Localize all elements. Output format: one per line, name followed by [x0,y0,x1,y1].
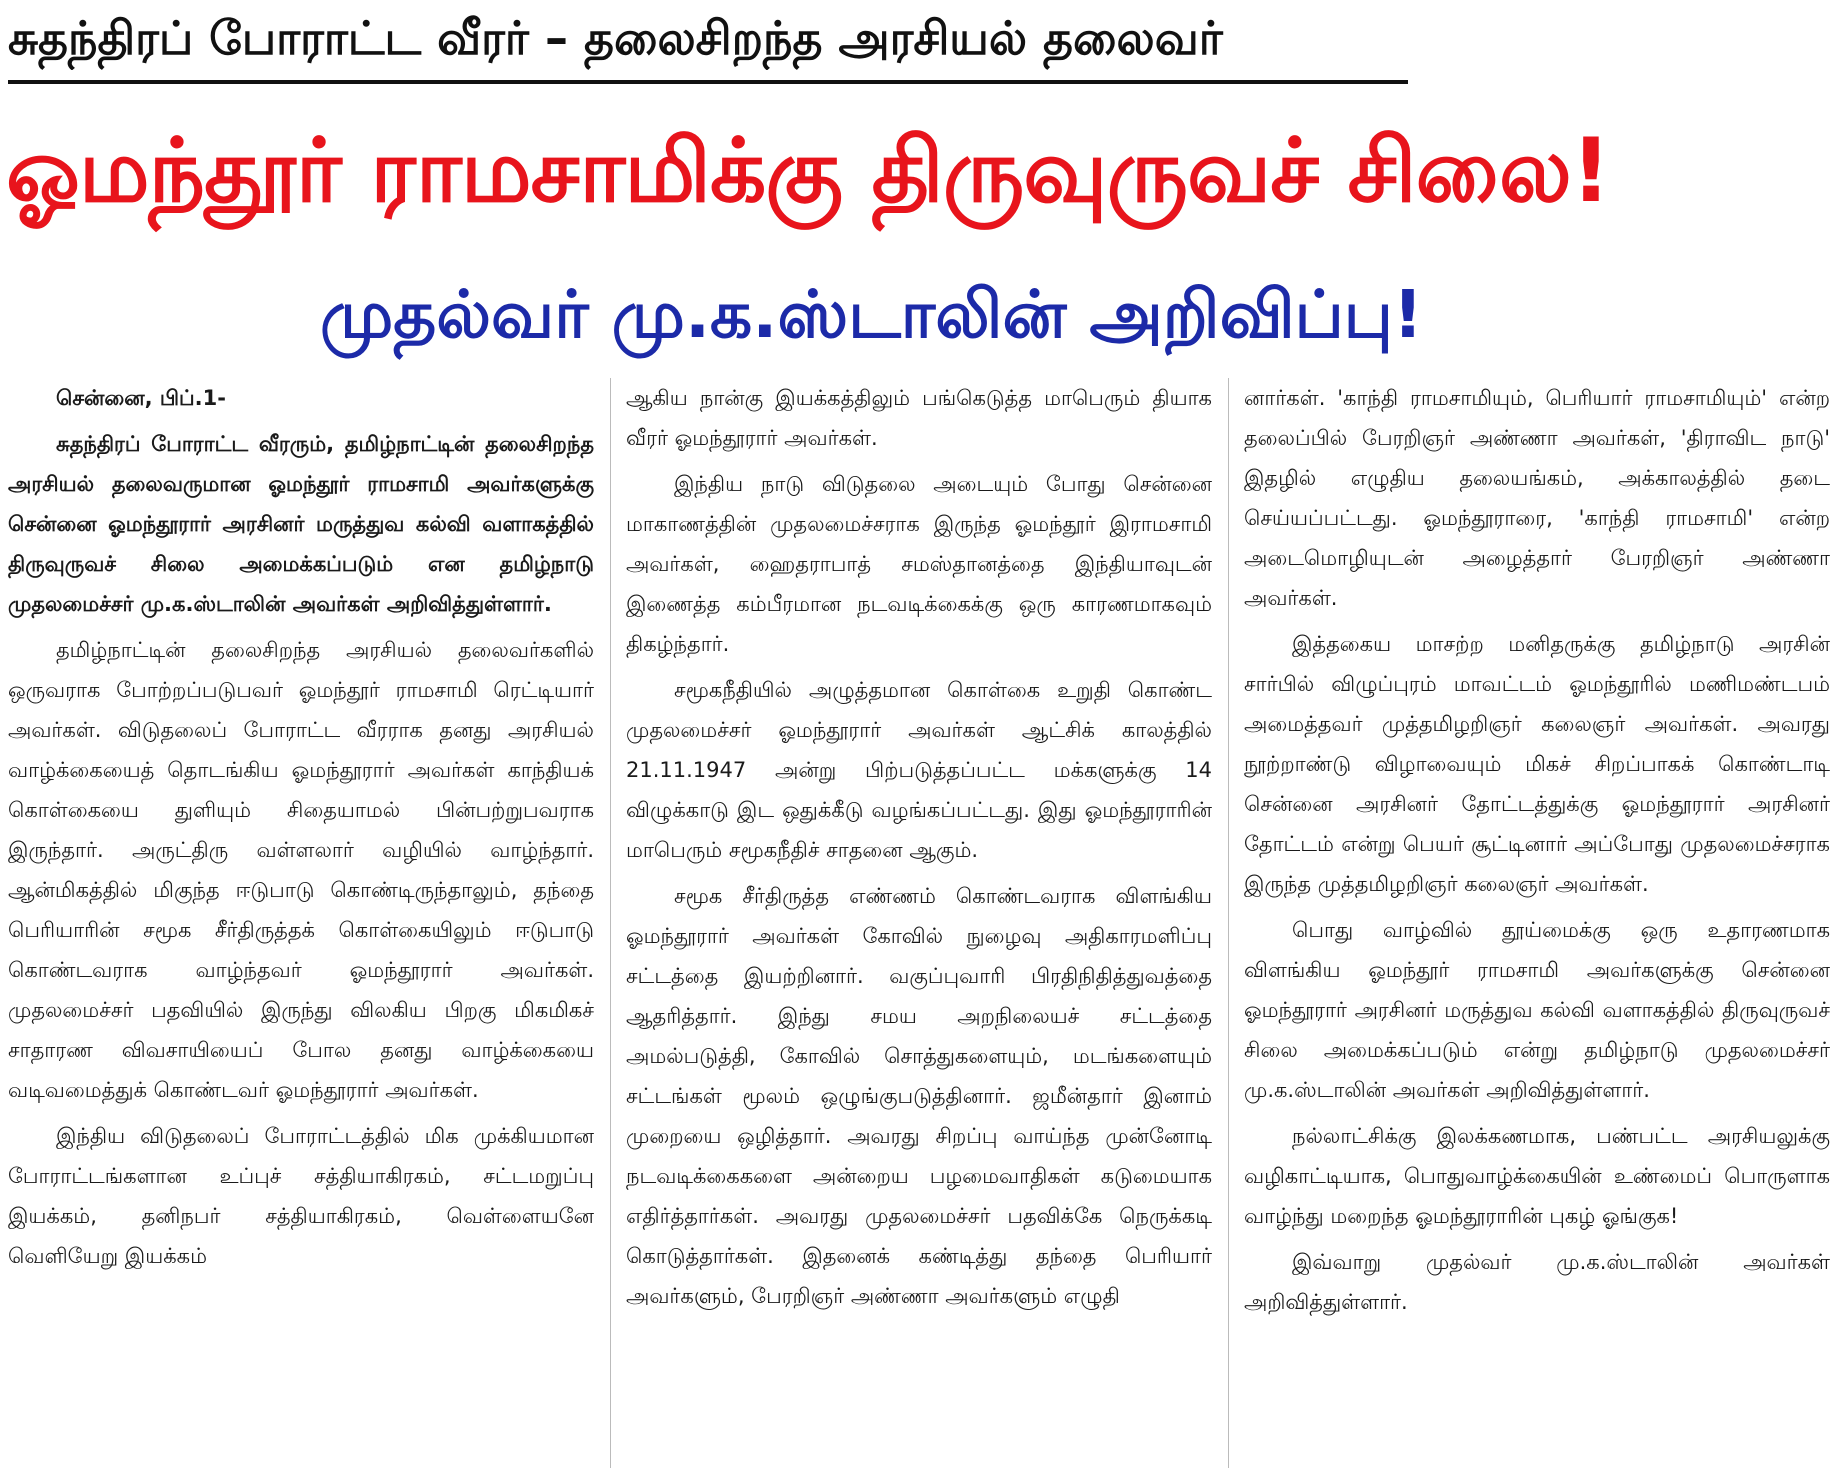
kicker-underline [8,80,1408,84]
sub-headline: முதல்வர் மு.க.ஸ்டாலின் அறிவிப்பு! [320,276,1423,353]
article-paragraph: தமிழ்நாட்டின் தலைசிறந்த அரசியல் தலைவர்களில் ஒருவராக போற்றப்படுபவர் ஓமந்தூர் ராமசாமி ரெட்டியார் அவர்கள். விடுதலைப் போராட்ட வீரராக தனது அரசியல் வாழ்க்கையைத் தொடங்கிய ஓமந்தூரார் அவர்கள் காந்தியக் கொள்கையை துளியும் சிதையாமல் பின்பற்றுபவராக இருந்தார். அருட்திரு வள்ளலார் வழியில் வாழ்ந்தார். ஆன்மிகத்தில் மிகுந்த ஈடுபாடு கொண்டிருந்தாலும், தந்தை பெரியாரின் சமூக சீர்திருத்தக் கொள்கையிலும் ஈடுபாடு கொண்டவராக வாழ்ந்தவர் ஓமந்தூரார் அவர்கள். முதலமைச்சர் பதவியில் இருந்து விலகிய பிறகு மிகமிகச் சாதாரண விவசாயியைப் போல தனது வாழ்க்கையை வடிவமைத்துக் கொண்டவர் ஓமந்தூரார் அவர்கள். [8,638,594,1102]
article-paragraph: நல்லாட்சிக்கு இலக்கணமாக, பண்பட்ட அரசியலுக்கு வழிகாட்டியாக, பொதுவாழ்க்கையின் உண்மைப் பொருளாக வாழ்ந்து மறைந்த ஓமந்தூராரின் புகழ் ஓங்குக! [1244,1124,1830,1228]
article-paragraph: இத்தகைய மாசற்ற மனிதருக்கு தமிழ்நாடு அரசின் சார்பில் விழுப்புரம் மாவட்டம் ஓமந்தூரில் மணிமண்டபம் அமைத்தவர் முத்தமிழறிஞர் கலைஞர் அவர்கள். அவரது நூற்றாண்டு விழாவையும் மிகச் சிறப்பாகக் கொண்டாடி சென்னை அரசினர் தோட்டத்துக்கு ஓமந்தூரார் அரசினர் தோட்டம் என்று பெயர் சூட்டினார் அப்போது முதலமைச்சராக இருந்த முத்தமிழறிஞர் கலைஞர் அவர்கள். [1244,632,1830,896]
kicker-heading: சுதந்திரப் போராட்ட வீரர் – தலைசிறந்த அரசியல் தலைவர் [8,11,1223,65]
dateline: சென்னை, பிப்.1- [56,386,226,410]
column-divider [610,378,611,1468]
article-column-2 [626,378,1212,1470]
column-divider [1228,378,1229,1468]
article-column-3 [1244,378,1830,1470]
article-paragraph: சமூக சீர்திருத்த எண்ணம் கொண்டவராக விளங்கிய ஓமந்தூரார் அவர்கள் கோவில் நுழைவு அதிகாரமளிப்பு சட்டத்தை இயற்றினார். வகுப்புவாரி பிரதிநிதித்துவத்தை ஆதரித்தார். இந்து சமய அறநிலையச் சட்டத்தை அமல்படுத்தி, கோவில் சொத்துகளையும், மடங்களையும் சட்டங்கள் மூலம் ஒழுங்குபடுத்தினார். ஜமீன்தார் இனாம் முறையை ஒழித்தார். அவரது சிறப்பு வாய்ந்த முன்னோடி நடவடிக்கைகளை அன்றைய பழமைவாதிகள் கடுமையாக எதிர்த்தார்கள். அவரது முதலமைச்சர் பதவிக்கே நெருக்கடி கொடுத்தார்கள். இதனைக் கண்டித்து தந்தை பெரியார் அவர்களும், பேரறிஞர் அண்ணா அவர்களும் எழுதி [626,884,1212,1308]
article-paragraph: பொது வாழ்வில் தூய்மைக்கு ஒரு உதாரணமாக விளங்கிய ஓமந்தூர் ராமசாமி அவர்களுக்கு சென்னை ஓமந்தூரார் அரசினர் மருத்துவ கல்வி வளாகத்தில் திருவுருவச் சிலை அமைக்கப்படும் என்று தமிழ்நாடு முதலமைச்சர் மு.க.ஸ்டாலின் அவர்கள் அறிவித்துள்ளார். [1244,918,1830,1102]
article-paragraph: னார்கள். 'காந்தி ராமசாமியும், பெரியார் ராமசாமியும்' என்ற தலைப்பில் பேரறிஞர் அண்ணா அவர்கள், 'திராவிட நாடு' இதழில் எழுதிய தலையங்கம், அக்காலத்தில் தடை செய்யப்பட்டது. ஓமந்தூராரை, 'காந்தி ராமசாமி' என்ற அடைமொழியுடன் அழைத்தார் பேரறிஞர் அண்ணா அவர்கள். [1244,386,1830,610]
lead-paragraph: சுதந்திரப் போராட்ட வீரரும், தமிழ்நாட்டின் தலைசிறந்த அரசியல் தலைவருமான ஓமந்தூர் ராமசாமி அவர்களுக்கு சென்னை ஓமந்தூரார் அரசினர் மருத்துவ கல்வி வளாகத்தில் திருவுருவச் சிலை அமைக்கப்படும் என தமிழ்நாடு முதலமைச்சர் மு.க.ஸ்டாலின் அவர்கள் அறிவித்துள்ளார். [8,432,594,616]
article-paragraph: இவ்வாறு முதல்வர் மு.க.ஸ்டாலின் அவர்கள் அறிவித்துள்ளார். [1244,1250,1830,1314]
article-paragraph: சமூகநீதியில் அழுத்தமான கொள்கை உறுதி கொண்ட முதலமைச்சர் ஓமந்தூரார் அவர்கள் ஆட்சிக் காலத்தில் 21.11.1947 அன்று பிற்படுத்தப்பட்ட மக்களுக்கு 14 விழுக்காடு இட ஒதுக்கீடு வழங்கப்பட்டது. இது ஓமந்தூராரின் மாபெரும் சமூகநீதிச் சாதனை ஆகும். [626,678,1212,862]
article-paragraph: இந்திய விடுதலைப் போராட்டத்தில் மிக முக்கியமான போராட்டங்களான உப்புச் சத்தியாகிரகம், சட்டமறுப்பு இயக்கம், தனிநபர் சத்தியாகிரகம், வெள்ளையனே வெளியேறு இயக்கம் [8,1124,594,1268]
article-paragraph: இந்திய நாடு விடுதலை அடையும் போது சென்னை மாகாணத்தின் முதலமைச்சராக இருந்த ஓமந்தூர் இராமசாமி அவர்கள், ஹைதராபாத் சமஸ்தானத்தை இந்தியாவுடன் இணைத்த கம்பீரமான நடவடிக்கைக்கு ஒரு காரணமாகவும் திகழ்ந்தார். [626,472,1212,656]
main-headline: ஓமந்தூர் ராமசாமிக்கு திருவுருவச் சிலை! [6,119,1611,222]
article-paragraph: ஆகிய நான்கு இயக்கத்திலும் பங்கெடுத்த மாபெரும் தியாக வீரர் ஓமந்தூரார் அவர்கள். [626,386,1212,450]
article-column-1 [8,378,594,1470]
